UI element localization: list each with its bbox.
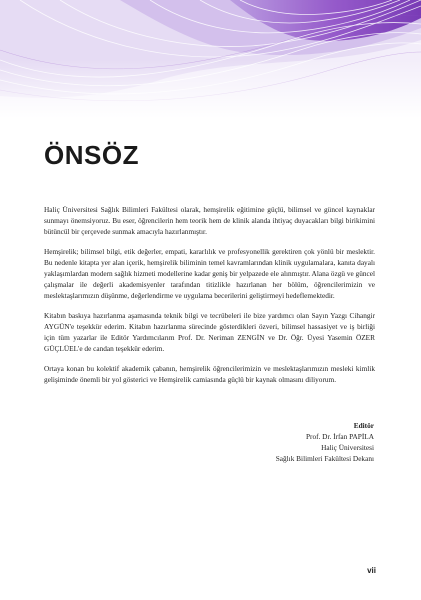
signature-block [276, 420, 374, 464]
page-number: vii [367, 566, 376, 575]
signature-institution: Haliç Üniversitesi [321, 443, 374, 452]
page-title: ÖNSÖZ [44, 140, 139, 170]
swirl-graphic [0, 0, 421, 118]
decorative-header-swirl [0, 0, 421, 118]
signature-name: Prof. Dr. İrfan PAPİLA [305, 432, 374, 441]
foreword-body [44, 204, 375, 394]
paragraph-4: Ortaya konan bu kolektif akademik çabanın, hemşirelik öğrencilerimizin ve meslektaşlarımızın mesleki kimlik gelişiminde önemli bir yol gösterici ve Hemşirelik camiasında güçlü bir kaynak olmasını diliyorum. [44, 364, 375, 384]
paragraph-1: Haliç Üniversitesi Sağlık Bilimleri Fakültesi olarak, hemşirelik eğitimine güçlü, bilimsel ve güncel kaynaklar sunmayı önemsiyoruz. Bu eser, öğrencilerin hem teorik hem de klinik alanda ihtiyaç duyacakları bilgi birikimini bütüncül bir çerçevede sunmak amacıyla hazırlanmıştır. [44, 205, 375, 236]
paragraph-2: Hemşirelik; bilimsel bilgi, etik değerler, empati, kararlılık ve profesyonellik gerektiren çok yönlü bir meslektir. Bu nedenle kitapta yer alan içerik, hemşirelik biliminin temel kavramlarından klinik uygulamalara, kanıta dayalı yaklaşımlardan modern sağlık hizmeti modellerine kadar geniş bir yelpazede ele alınmıştır. Alana özgü ve güncel çalışmalar ile değerli akademisyenler tarafından titizlikle hazırlanan her bölüm, öğrencilerimizin ve meslektaşlarımızın düşünme, değerlendirme ve uygulama becerilerini geliştirmeyi hedeflemektedir. [44, 247, 375, 300]
paragraph-3: Kitabın baskıya hazırlanma aşamasında teknik bilgi ve tecrübeleri ile bize yardımcı olan Sayın Yazgı Cihangir AYGÜN'e teşekkür ederim. Kitabın hazırlanma sürecinde gösterdikleri özveri, bilimsel hassasiyet ve iş birliği için tüm yazarlar ile Editör Yardımcılarım Prof. Dr. Neriman ZENGİN ve Dr. Öğr. Üyesi Yasemin ÖZER GÜÇLÜEL'e de candan teşekkür ederim. [44, 311, 375, 353]
signature-position: Sağlık Bilimleri Fakültesi Dekanı [275, 454, 374, 463]
signature-role: Editör [353, 421, 374, 430]
